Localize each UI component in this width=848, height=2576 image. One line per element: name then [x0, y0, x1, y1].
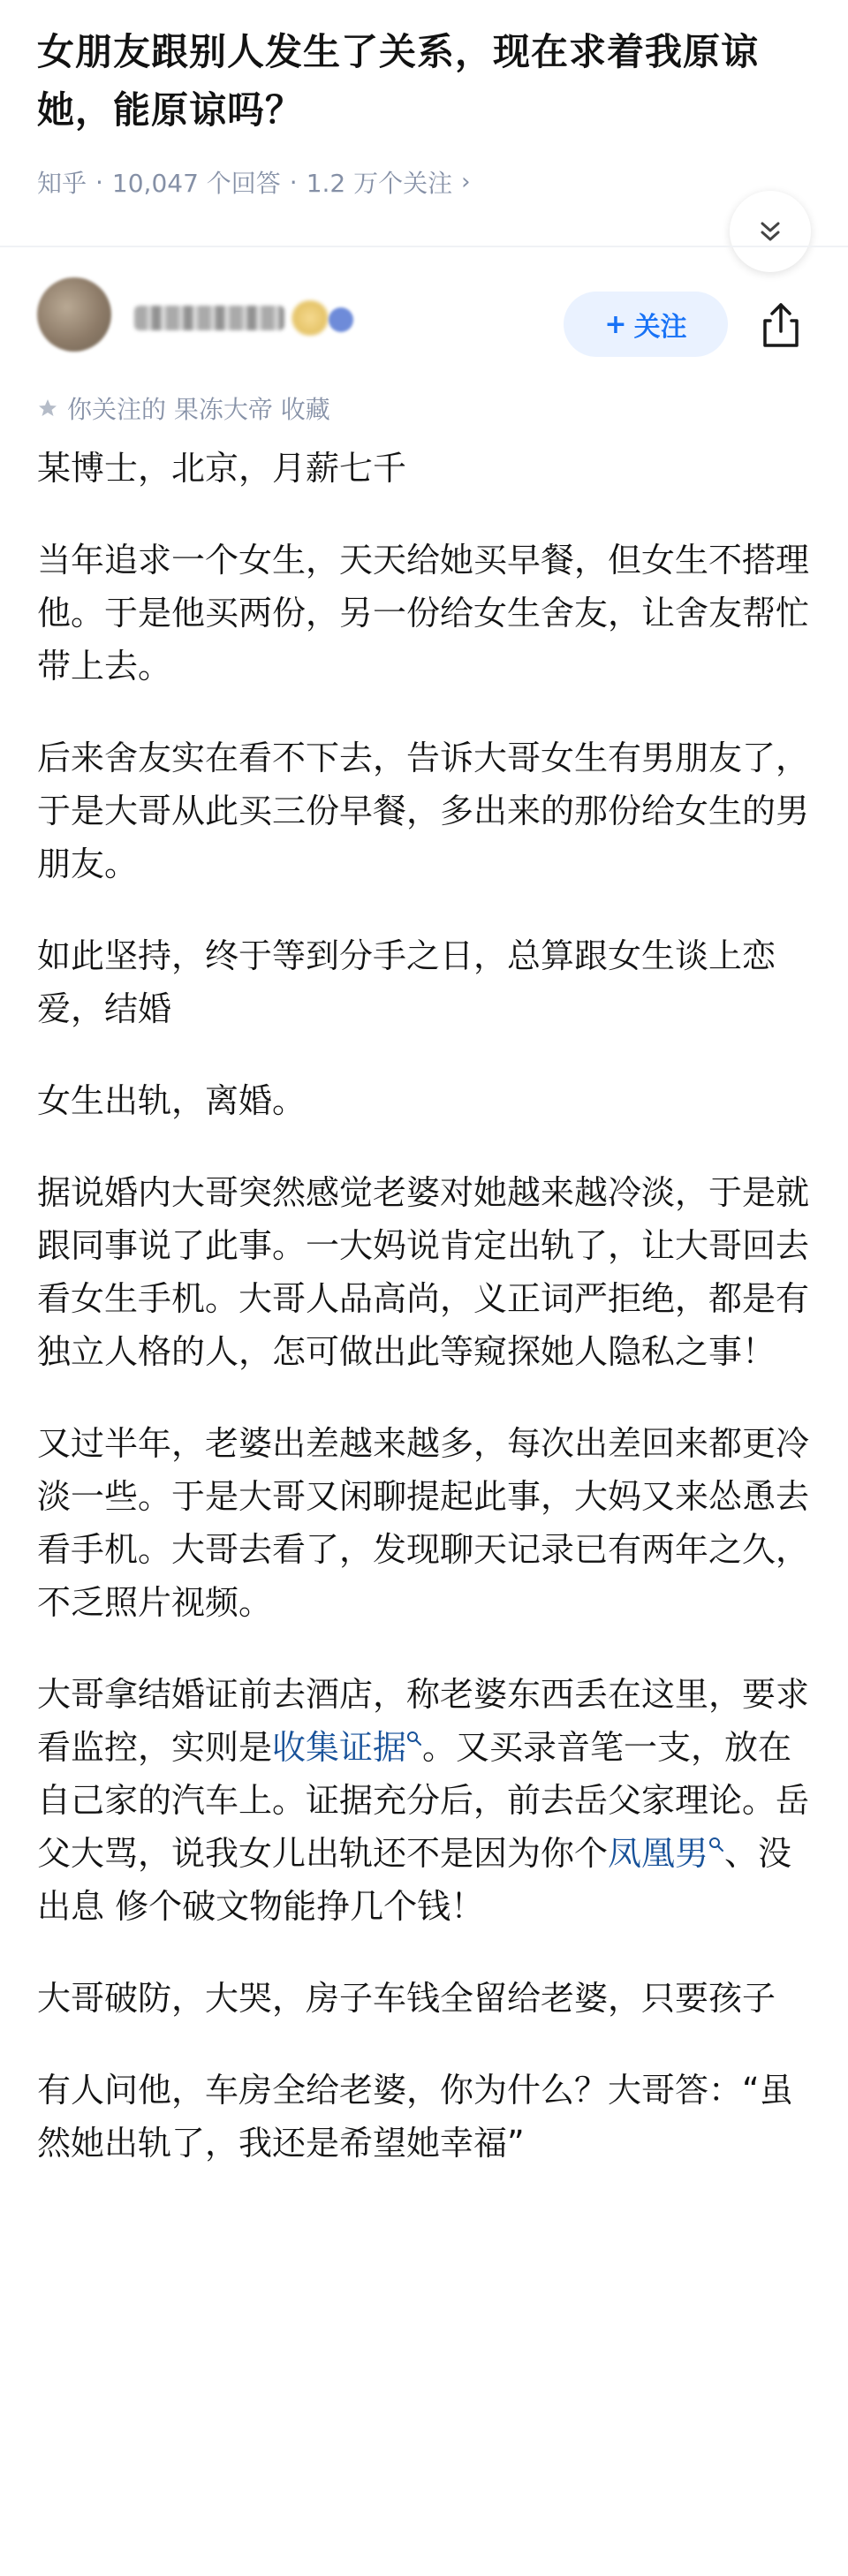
collapse-button[interactable] — [730, 191, 811, 272]
search-link-phoenix-man[interactable]: 凤凰男 — [608, 1834, 709, 1873]
paragraph: 有人问他，车房全给老婆，你为什么？大哥答：“虽然她出轨了，我还是希望她幸福” — [37, 2071, 793, 2163]
plus-icon: + — [604, 308, 627, 340]
search-icon — [708, 1837, 724, 1852]
question-meta — [37, 164, 471, 200]
paragraph: 后来舍友实在看不下去，告诉大哥女生有男朋友了，于是大哥从此买三份早餐，多出来的那份给女生的男朋友。 — [37, 739, 810, 883]
chevron-right-icon[interactable]: › — [461, 169, 471, 195]
followed-collection-line[interactable] — [37, 390, 330, 426]
header-divider — [0, 246, 848, 247]
answer-content — [37, 442, 814, 2209]
paragraph: 据说婚内大哥突然感觉老婆对她越来越冷淡，于是就跟同事说了此事。一大妈说肯定出轨了，让大哥回去看女生手机。大哥人品高尚，义正词严拒绝，都是有独立人格的人，怎可做出此等窥探她人隐私之事！ — [37, 1173, 810, 1371]
paragraph: 某博士，北京，月薪七千 — [37, 449, 407, 488]
text-span: 大哥拿结婚证前去酒店，称老婆东西丢在这里，要求看监控，实则是 — [37, 1675, 810, 1767]
avatar[interactable] — [37, 277, 111, 352]
separator-dot: · — [95, 167, 103, 197]
paragraph — [37, 1668, 814, 1933]
paragraph: 当年追求一个女生，天天给她买早餐，但女生不搭理他。于是他买两份，另一份给女生舍友，让舍友帮忙带上去。 — [37, 541, 810, 686]
follow-label: 关注 — [633, 312, 687, 343]
share-icon — [760, 301, 802, 349]
source-label: 知乎 — [37, 169, 87, 198]
text-span: 、没出息 修个破文物能挣几个钱！ — [37, 1834, 792, 1926]
question-header — [0, 0, 848, 246]
text-span: 。又买录音笔一支，放在自己家的汽车上。证据充分后，前去岳父家理论。岳父大骂，说我女儿出轨还不是因为你个 — [37, 1728, 810, 1873]
author-name-blurred[interactable] — [134, 306, 284, 330]
paragraph: 又过半年，老婆出差越来越多，每次出差回来都更冷淡一些。于是大哥又闲聊提起此事，大妈又来怂恿去看手机。大哥去看了，发现聊天记录已有两年之久，不乏照片视频。 — [37, 1424, 810, 1622]
followed-collection-text: 你关注的 果冻大帝 收藏 — [67, 395, 330, 424]
paragraph: 女生出轨，离婚。 — [37, 1081, 307, 1120]
paragraph: 如此坚持，终于等到分手之日，总算跟女生谈上恋爱，结婚 — [37, 936, 776, 1028]
answer-count[interactable]: 10,047 个回答 — [111, 169, 281, 198]
follower-count[interactable]: 1.2 万个关注 — [306, 169, 453, 198]
author-bar — [0, 265, 848, 380]
share-button[interactable] — [753, 297, 809, 353]
search-link-collect-evidence[interactable]: 收集证据 — [272, 1728, 407, 1767]
search-icon — [406, 1731, 422, 1746]
follow-button[interactable] — [564, 292, 728, 357]
star-icon — [37, 398, 58, 419]
author-verified-blurred — [329, 307, 353, 332]
question-title[interactable]: 女朋友跟别人发生了关系，现在求着我原谅她，能原谅吗？ — [37, 30, 760, 132]
double-chevron-down-icon — [755, 216, 785, 246]
paragraph: 大哥破防，大哭，房子车钱全留给老婆，只要孩子 — [37, 1979, 776, 2018]
author-badge-blurred — [292, 300, 329, 336]
separator-dot: · — [289, 167, 298, 197]
